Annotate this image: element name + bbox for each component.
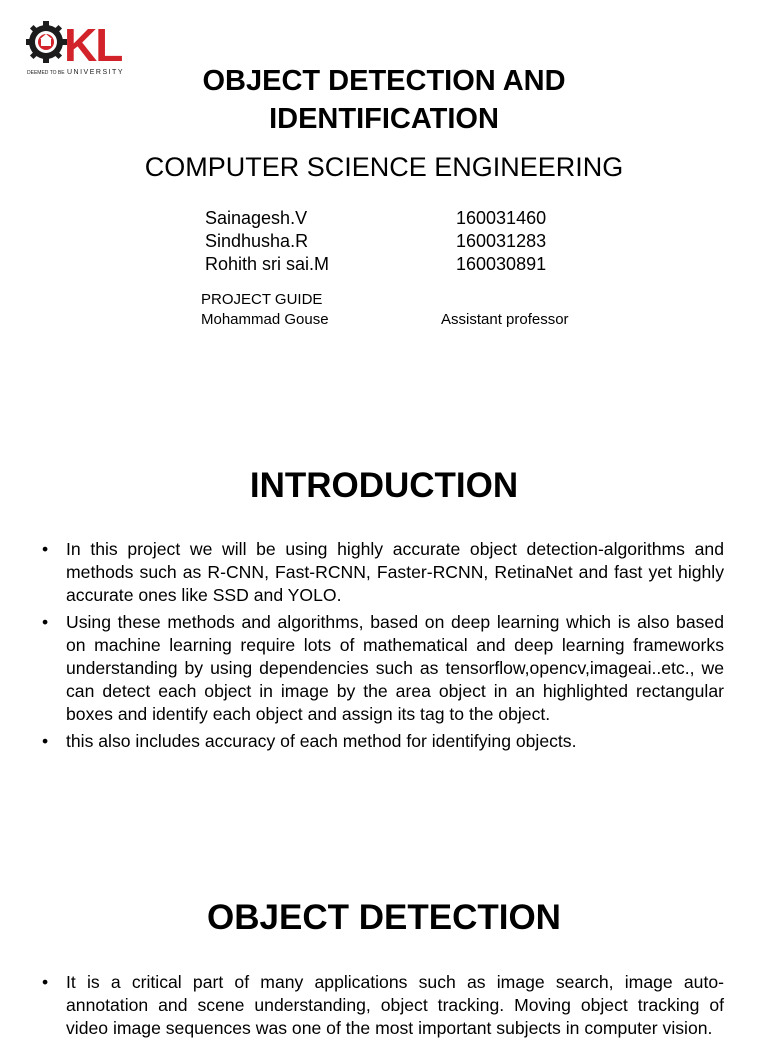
list-item-text: Using these methods and algorithms, based on deep learning which is also based on machine learning require lots of mathematical and deep learning frameworks understanding by using dependencies such as tensorflow,opencv,imageai..etc., we can detect each object in image by the area object in an highlighted rectangular boxes and identify each object and assign its tag to the object. — [66, 612, 724, 724]
list-item-text: In this project we will be using highly accurate object detection-algorithms and methods such as R-CNN, Fast-RCNN, Faster-RCNN, RetinaNet and fast yet highly accurate ones like SSD and YOLO. — [66, 539, 724, 605]
logo-brand-text: KL — [64, 19, 122, 71]
seal-icon — [26, 21, 67, 63]
object-detection-list — [40, 971, 724, 1044]
bullet-icon: • — [42, 972, 49, 992]
guide-name: Mohammad Gouse — [201, 311, 329, 328]
list-item — [40, 971, 724, 1040]
department: COMPUTER SCIENCE ENGINEERING — [144, 152, 624, 182]
list-item-text: this also includes accuracy of each method for identifying objects. — [66, 731, 577, 751]
document-title — [0, 62, 768, 138]
list-item — [40, 538, 724, 607]
introduction-list — [40, 538, 724, 757]
list-item-text: It is a critical part of many applications such as image search, image auto-annotation and scene understanding, object tracking. Moving object tracking of video image sequences was one of the most important subjects in computer vision. — [66, 972, 724, 1038]
title-line-1: OBJECT DETECTION AND — [202, 65, 566, 97]
introduction-heading: INTRODUCTION — [249, 466, 519, 505]
object-detection-heading: OBJECT DETECTION — [207, 898, 561, 937]
member-name: Sindhusha.R — [205, 231, 309, 251]
bullet-icon: • — [42, 612, 49, 632]
guide-label: PROJECT GUIDE — [201, 291, 323, 308]
logo-university: UNIVERSITY — [67, 69, 125, 76]
member-id: 160031460 — [456, 208, 547, 228]
logo-tagline: DEEMED TO BE — [27, 70, 65, 76]
member-name: Rohith sri sai.M — [205, 254, 330, 274]
bullet-icon: • — [42, 731, 49, 751]
member-id: 160030891 — [456, 254, 547, 274]
member-id: 160031283 — [456, 231, 547, 251]
bullet-icon: • — [42, 539, 49, 559]
list-item — [40, 730, 724, 753]
list-item — [40, 611, 724, 726]
title-line-2: IDENTIFICATION — [269, 103, 499, 135]
member-name: Sainagesh.V — [205, 208, 308, 228]
guide-designation: Assistant professor — [441, 311, 569, 328]
